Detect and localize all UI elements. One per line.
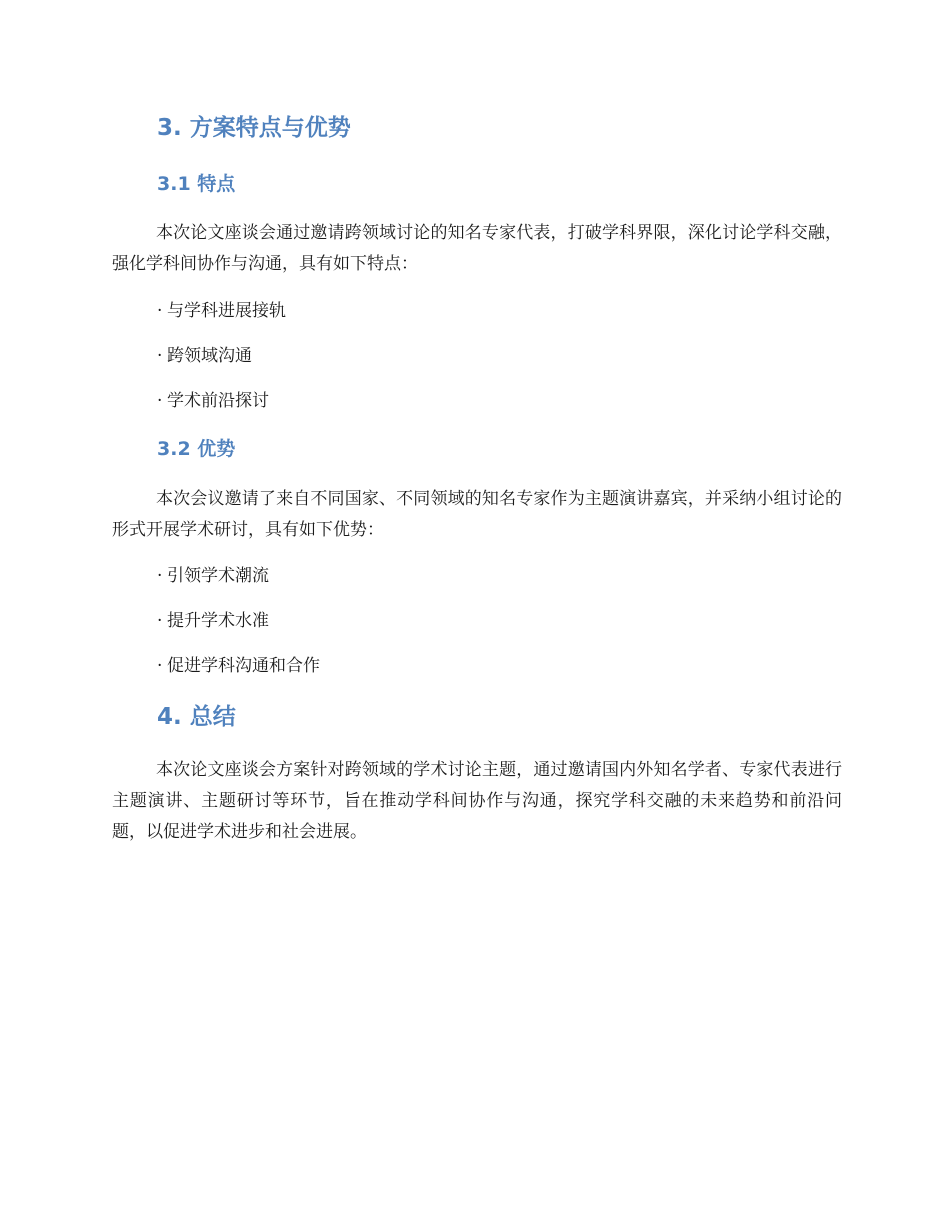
section-3-2-heading: 3.2 优势 (157, 438, 236, 460)
feature-bullet-text: 学术前沿探讨 (167, 391, 269, 411)
summary-paragraph: 本次论文座谈会方案针对跨领域的学术讨论主题，通过邀请国内外知名学者、专家代表进行主题演讲、主题研讨等环节，旨在推动学科间协作与沟通，探究学科交融的未来趋势和前沿问题，以促进学术进步和社会进展。 (112, 760, 842, 842)
features-intro-paragraph: 本次论文座谈会通过邀请跨领域讨论的知名专家代表，打破学科界限，深化讨论学科交融，强化学科间协作与沟通，具有如下特点： (112, 223, 842, 274)
advantage-bullet-item (157, 654, 320, 678)
bullet-marker: · (157, 346, 163, 366)
feature-bullet-item (157, 299, 286, 323)
bullet-marker: · (157, 656, 163, 676)
advantage-bullet-item (157, 609, 269, 633)
advantage-bullet-text: 引领学术潮流 (167, 566, 269, 586)
section-3-heading: 3. 方案特点与优势 (157, 115, 351, 141)
bullet-marker: · (157, 301, 163, 321)
bullet-marker: · (157, 566, 163, 586)
section-4-heading: 4. 总结 (157, 704, 236, 730)
feature-bullet-text: 跨领域沟通 (167, 346, 252, 366)
feature-bullet-text: 与学科进展接轨 (167, 301, 286, 321)
bullet-marker: · (157, 391, 163, 411)
section-3-1-heading: 3.1 特点 (157, 173, 236, 195)
advantage-bullet-text: 提升学术水准 (167, 611, 269, 631)
feature-bullet-item (157, 344, 252, 368)
bullet-marker: · (157, 611, 163, 631)
advantage-bullet-item (157, 564, 269, 588)
advantages-intro-paragraph: 本次会议邀请了来自不同国家、不同领域的知名专家作为主题演讲嘉宾，并采纳小组讨论的形式开展学术研讨，具有如下优势： (112, 489, 842, 540)
feature-bullet-item (157, 389, 269, 413)
advantage-bullet-text: 促进学科沟通和合作 (167, 656, 320, 676)
